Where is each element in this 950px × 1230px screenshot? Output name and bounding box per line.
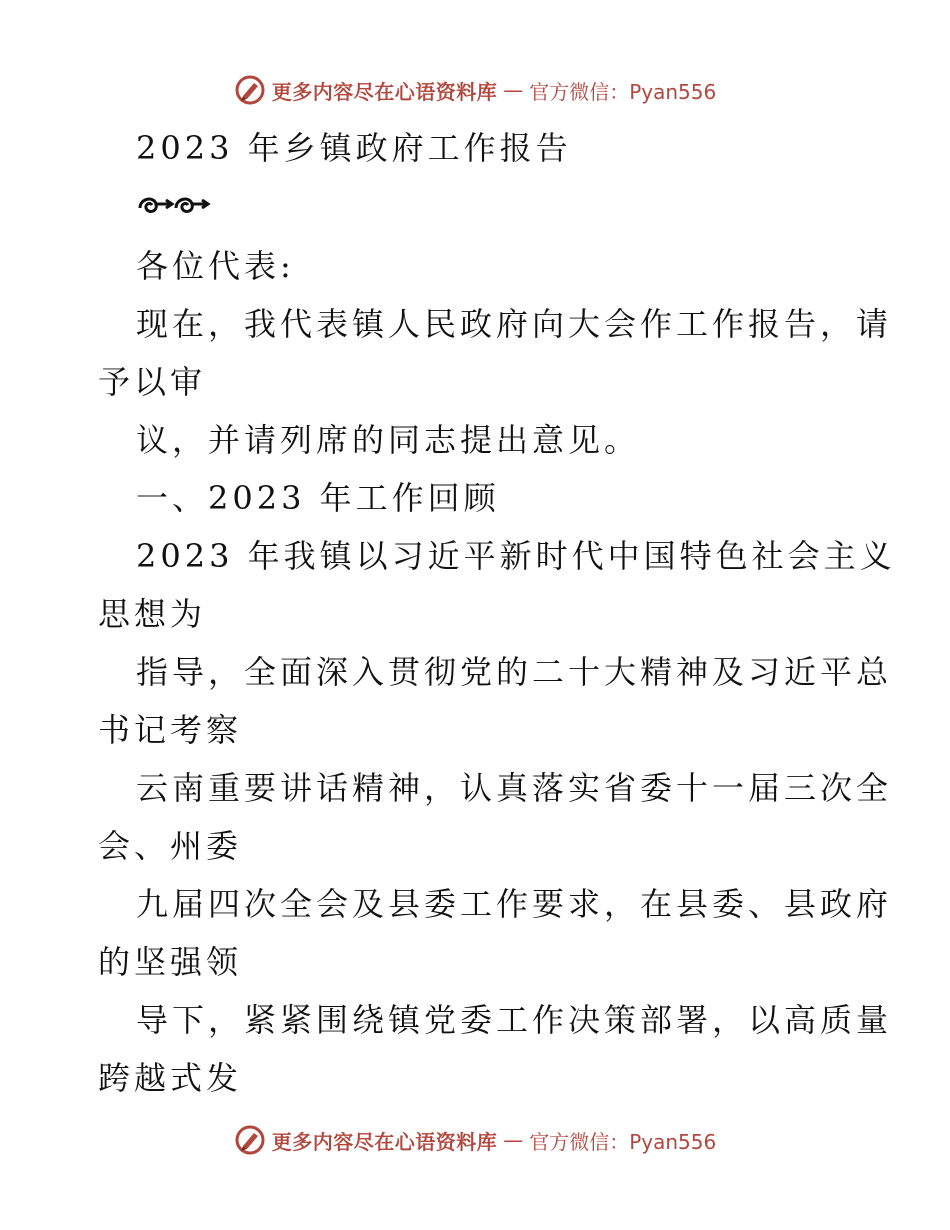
document-title: 2023 年乡镇政府工作报告 — [136, 129, 572, 167]
paragraph-line: 会、州委 — [98, 827, 243, 865]
decorative-swirl-icon — [136, 190, 212, 220]
paragraph-line: 2023 年我镇以习近平新时代中国特色社会主义 — [136, 537, 896, 575]
pen-seal-icon — [234, 1124, 266, 1156]
banner-brand: 更多内容尽在心语资料库 — [271, 1129, 498, 1154]
salutation: 各位代表: — [136, 247, 295, 285]
section-heading: 一、2023 年工作回顾 — [136, 479, 500, 517]
header-banner — [0, 74, 950, 106]
paragraph-line: 现在，我代表镇人民政府向大会作工作报告，请 — [136, 305, 893, 343]
paragraph-line: 书记考察 — [98, 711, 243, 749]
paragraph-line: 九届四次全会及县委工作要求，在县委、县政府 — [136, 885, 893, 923]
banner-dash: — — [503, 1128, 524, 1152]
footer-banner — [0, 1124, 950, 1156]
banner-dash: — — [503, 78, 524, 102]
paragraph-line: 指导，全面深入贯彻党的二十大精神及习近平总 — [136, 653, 893, 691]
paragraph-line: 议，并请列席的同志提出意见。 — [136, 421, 641, 459]
paragraph-line: 导下，紧紧围绕镇党委工作决策部署，以高质量 — [136, 1001, 893, 1039]
banner-brand: 更多内容尽在心语资料库 — [271, 79, 498, 104]
paragraph-line: 云南重要讲话精神，认真落实省委十一届三次全 — [136, 769, 893, 807]
paragraph-line: 的坚强领 — [98, 943, 243, 981]
pen-seal-icon — [234, 74, 266, 106]
banner-wechat: 官方微信：Pyan556 — [529, 79, 717, 104]
banner-wechat: 官方微信：Pyan556 — [529, 1129, 717, 1154]
paragraph-line: 跨越式发 — [98, 1059, 243, 1097]
paragraph-line: 予以审 — [98, 363, 207, 401]
paragraph-line: 思想为 — [98, 595, 207, 633]
